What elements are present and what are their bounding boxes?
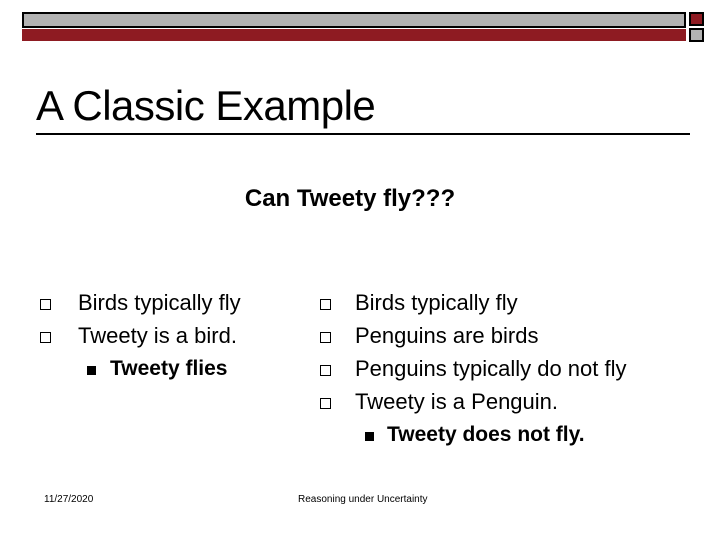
hollow-square-bullet-icon <box>320 332 331 343</box>
title-underline <box>36 133 690 135</box>
header-red-square-icon <box>689 12 704 26</box>
hollow-square-bullet-icon <box>320 365 331 376</box>
slide-subtitle: Can Tweety fly??? <box>244 185 456 212</box>
list-item-text: Birds typically fly <box>355 290 518 315</box>
header-red-bar <box>22 29 686 41</box>
header-gray-square-icon <box>689 28 704 42</box>
sub-list-item-text: Tweety flies <box>110 357 228 380</box>
list-item-text: Penguins are birds <box>355 323 539 348</box>
list-item-text: Penguins typically do not fly <box>355 356 627 381</box>
filled-square-bullet-icon <box>365 432 374 441</box>
hollow-square-bullet-icon <box>40 299 51 310</box>
hollow-square-bullet-icon <box>40 332 51 343</box>
filled-square-bullet-icon <box>87 366 96 375</box>
footer-date: 11/27/2020 <box>44 494 94 505</box>
hollow-square-bullet-icon <box>320 299 331 310</box>
list-item-text: Birds typically fly <box>78 290 241 315</box>
footer-title: Reasoning under Uncertainty <box>298 494 428 505</box>
sub-list-item-text: Tweety does not fly. <box>387 423 585 446</box>
list-item-text: Tweety is a bird. <box>78 323 237 348</box>
header-gray-bar <box>22 12 686 28</box>
hollow-square-bullet-icon <box>320 398 331 409</box>
slide-title: A Classic Example <box>36 82 376 129</box>
list-item-text: Tweety is a Penguin. <box>355 389 559 414</box>
